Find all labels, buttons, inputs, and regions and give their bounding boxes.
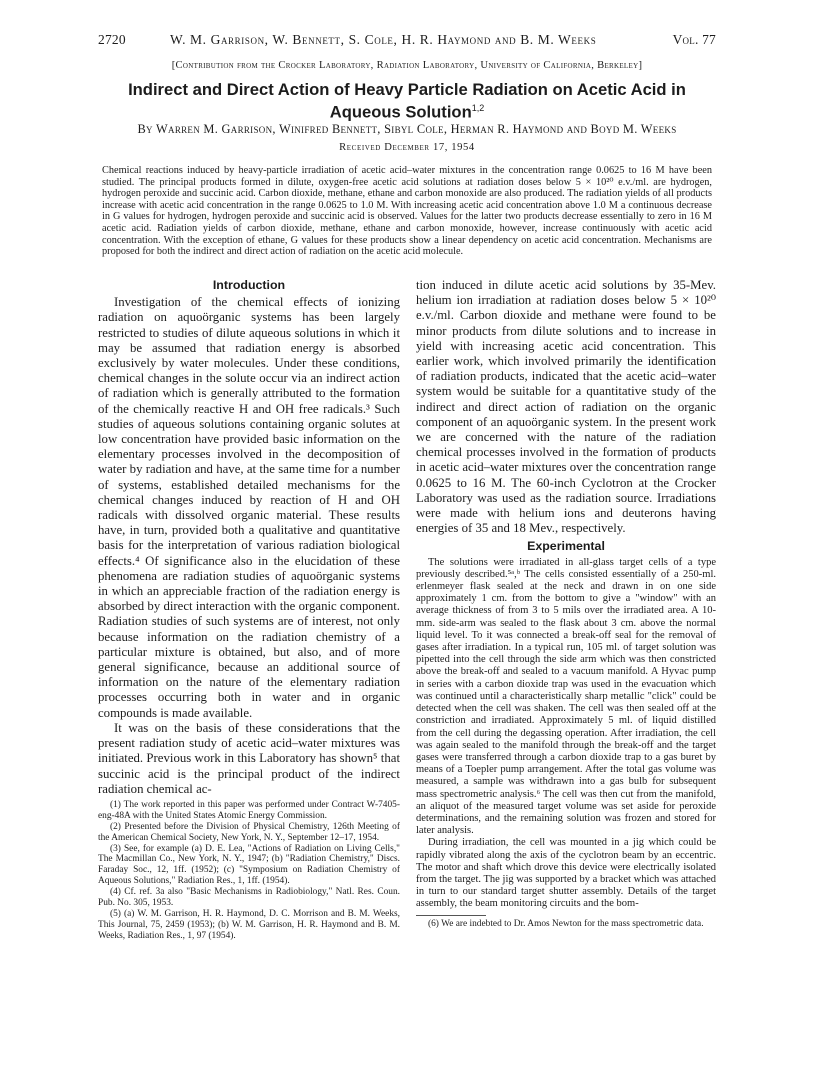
- abstract: Chemical reactions induced by heavy-particle irradiation of acetic acid–water mixtures in the concentration range 0.0625 to 16 M have been studied. The principal products formed in dilute, oxygen-free acetic acid solutions at radiation doses below 5 × 10²⁰ e.v./ml. are hydrogen, hydrogen peroxide and succinic acid. Carbon dioxide, methane, ethane and carbon monoxide are also produced. The radiation yields of all products increase with acetic acid concentration in the range 0.0625 to 1.0 M. With increasing acetic acid concentration above 1.0 M a continuous decrease in G values for hydrogen, hydrogen peroxide and succinic acid is observed. Values for the latter two products decrease essentially to zero in 16 M acetic acid. Radiation yields of carbon dioxide, methane, ethane and carbon monoxide, however, increase continuously with acetic acid concentration. With the exception of ethane, G values for these products show a linear dependency on acetic acid concentration. Mechanisms are proposed for both the indirect and direct action of radiation on the acetic acid molecule.: [102, 165, 712, 258]
- intro-paragraph: Investigation of the chemical effects of ionizing radiation on aquoörganic systems has been largely restricted to studies of dilute aqueous solutions in which it may be assumed that radiation energy is absorbed exclusively by water molecules. Under these conditions, chemical changes in the solute occur via an indirect action of radiation which is generally attributed to the formation of the chemically reactive H and OH free radicals.³ Such studies of aqueous solutions containing organic solutes at low concentration have provided basic information on the elementary processes involved in the decomposition of water by radiation and have, at the same time for a number of systems, established detailed mechanisms for the chemical changes induced by reaction of H and OH radicals with dissolved organic material. These results have, in turn, provided both a qualitative and quantitative basis for the interpretation of various radiation biological effects.⁴ Of significance also in the elucidation of these phenomena are radiation studies of aquoörganic systems in which an appreciable fraction of the radiation energy is absorbed by direct interaction with the organic component. Radiation studies of such systems are of interest, not only because information on the radiation chemistry of a particular mixture is obtained, but also, and of more general significance, because an additional source of information on the nature of the elementary radiation processes occurring both in water and in organic compounds is made available.: [98, 295, 400, 720]
- footnote: (5) (a) W. M. Garrison, H. R. Haymond, D. C. Morrison and B. M. Weeks, This Journal, 75, 2459 (1953); (b) W. M. Garrison, H. R. Haymond and B. M. Weeks, Radiation Res., 1, 97 (1954).: [98, 908, 400, 941]
- experimental-heading: Experimental: [527, 539, 605, 554]
- footnote: (3) See, for example (a) D. E. Lea, "Actions of Radiation on Living Cells," The Macmillan Co., New York, N. Y., 1947; (b) "Radiation Chemistry," Discs. Faraday Soc., 12, 1ff. (1952); (c) "Symposium on Radiation Chemistry of Aqueous Solutions," Radiation Res., 1, 1ff. (1954).: [98, 843, 400, 887]
- footnotes-left: [98, 800, 400, 942]
- footnote: (4) Cf. ref. 3a also "Basic Mechanisms in Radiobiology," Natl. Res. Coun. Pub. No. 305, 1953.: [98, 887, 400, 909]
- article-title-text: Indirect and Direct Action of Heavy Particle Radiation on Acetic Acid in Aqueous Solution: [128, 80, 686, 122]
- received-date: Received December 17, 1954: [339, 142, 475, 153]
- running-head-authors: W. M. Garrison, W. Bennett, S. Cole, H. R. Haymond and B. M. Weeks: [170, 32, 597, 47]
- footnotes-right: [416, 919, 716, 930]
- footnote-divider: [416, 915, 486, 916]
- footnote: (1) The work reported in this paper was performed under Contract W-7405-eng-48A with the United States Atomic Energy Commission.: [98, 799, 400, 821]
- page-number: 2720: [98, 32, 126, 47]
- running-head: [98, 32, 716, 50]
- volume-number: Vol. 77: [672, 32, 716, 47]
- experimental-body: [416, 557, 716, 911]
- intro-continuation: tion induced in dilute acetic acid solutions by 35-Mev. helium ion irradiation at radiation doses below 5 × 10²⁰ e.v./ml. Carbon dioxide and methane were found to be minor products from dilute solutions and to increase in yield with increasing acetic acid concentration. This earlier work, which involved primarily the identification of radiation products, indicated that the acetic acid–water system would be suitable for a quantitative study of the indirect and direct action of radiation on the organic component of an aquoörganic system. In the present work we are concerned with the nature of the radiation chemical processes involved in the formation of products in acetic acid–water mixtures over the concentration range 0.0625 to 16 M. The 60-inch Cyclotron at the Crocker Laboratory was used as the radiation source. Irradiations were made with helium ions and deuterons having energies of 35 and 18 Mev., respectively.: [416, 278, 716, 536]
- title-footnote-marks: 1,2: [471, 103, 485, 113]
- left-column: [98, 278, 400, 942]
- introduction-heading: Introduction: [212, 278, 286, 292]
- experimental-paragraph: During irradiation, the cell was mounted in a jig which could be rapidly vibrated along the axis of the cyclotron beam by an eccentric. The motor and shaft which drove this device were electrically isolated from the target. The jig was supported by a bracket which was attached in turn to our standard target shutter assembly. Details of the target assembly, the beam monitoring circuits and the bom-: [416, 837, 716, 910]
- right-column: [416, 278, 716, 929]
- footnote: (6) We are indebted to Dr. Amos Newton for the mass spectrometric data.: [428, 918, 704, 929]
- author-byline: By Warren M. Garrison, Winifred Bennett, Sibyl Cole, Herman R. Haymond and Boyd M. Weeks: [137, 122, 677, 136]
- experimental-paragraph: The solutions were irradiated in all-glass target cells of a type previously described.⁵ᵃ,ᵇ The cells consisted essentially of a 250-ml. erlenmeyer flask sealed at the neck and drawn in on one side approximately 1 cm. from the bottom to give a "window" with an average thickness of from 3 to 5 mils over the irradiated area. A 10-mm. side-arm was sealed to the flask about 3 cm. above the normal liquid level. To it was connected a break-off seal for the removal of gases after irradiation. In a typical run, 105 ml. of target solution was pipetted into the cell through the side arm which was then constricted above the break-off and sealed to a vacuum manifold. A Hyvac pump in series with a carbon dioxide trap was used in the evacuation which was continued until a characteristically sharp metallic "click" could be detected when the cell was shaken. The cell was then sealed off at the constriction and irradiated. Approximately 5 ml. of liquid distilled from the cell during the degassing operation. After irradiation, the cell was again sealed to the manifold through the break-off and the target gases were transferred through a carbon dioxide trap to a gas buret by means of a Toepler pump arrangement. After the total gas volume was measured, a sample was withdrawn into a gas bulb for subsequent mass spectrometric analysis.⁶ The cell was then cut from the manifold, an aliquot of the measured target volume was set aside for peroxide determinations, and the remaining solution was frozen and stored for later analysis.: [416, 556, 716, 837]
- intro-paragraph: It was on the basis of these considerations that the present radiation study of acetic acid–water mixtures was initiated. Previous work in this Laboratory has shown⁵ that succinic acid is the principal product of the indirect radiation chemical ac-: [98, 720, 400, 796]
- footnote: (2) Presented before the Division of Physical Chemistry, 126th Meeting of the American Chemical Society, New York, N. Y., September 12–17, 1954.: [98, 821, 400, 843]
- article-title: [98, 80, 716, 122]
- contribution-line: [Contribution from the Crocker Laboratory, Radiation Laboratory, University of California, Berkeley]: [171, 60, 643, 71]
